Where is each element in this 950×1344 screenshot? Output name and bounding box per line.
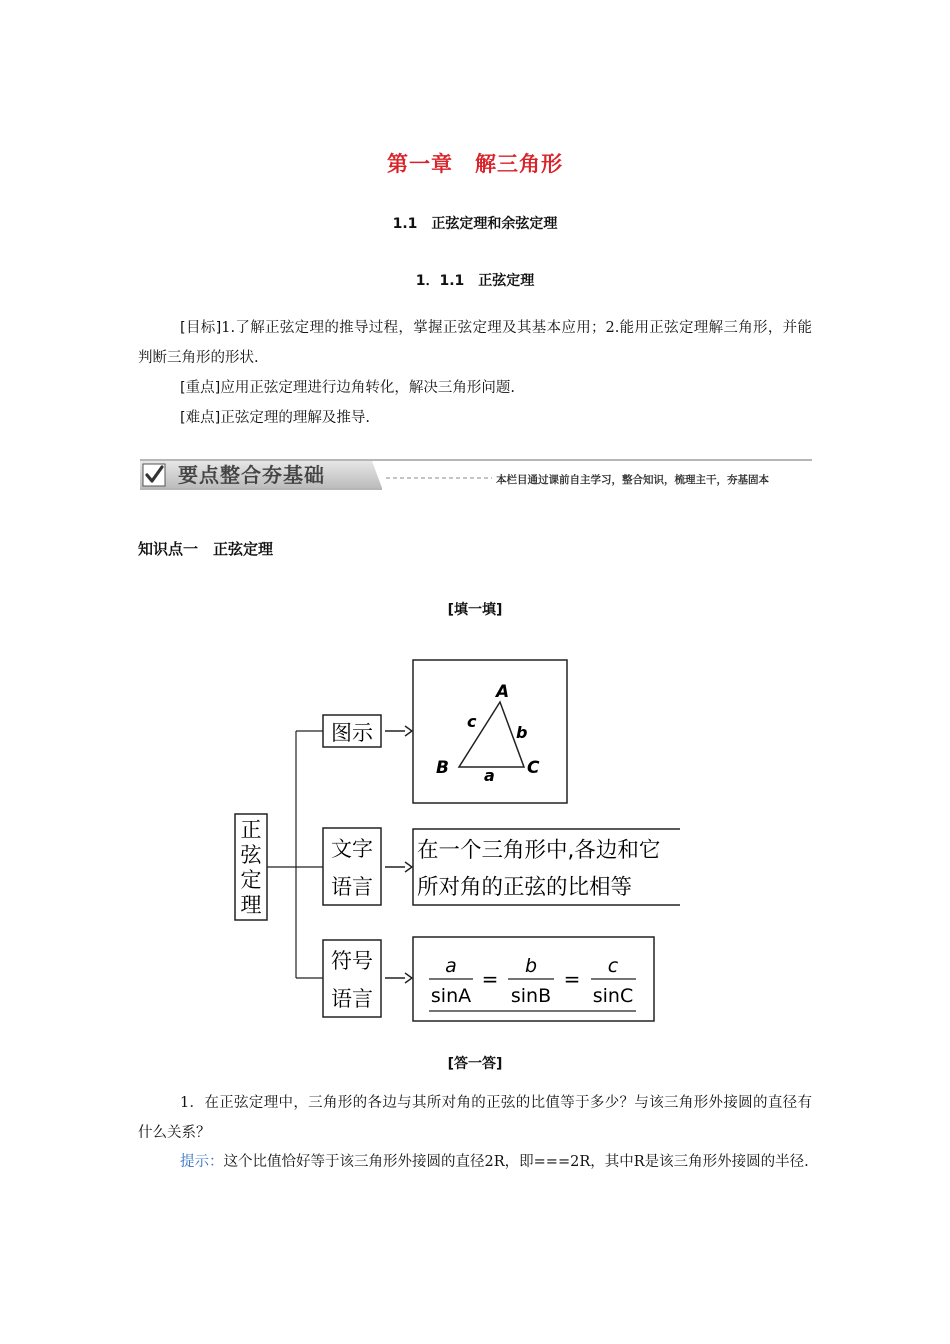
section-banner	[140, 458, 812, 490]
knowledge-point-title: 知识点一 正弦定理	[138, 540, 274, 558]
sine-law-diagram	[220, 652, 680, 1030]
arrow-icon	[405, 862, 412, 872]
text-language-content-line-2: 所对角的正弦的比相等	[417, 875, 633, 900]
formula-equals-1: =	[481, 967, 499, 991]
formula-denominator-c: sinC	[592, 985, 634, 1007]
key-tag: [重点]	[180, 380, 221, 396]
text-language-label-line-2: 语言	[331, 875, 373, 899]
hint-tag: 提示：	[180, 1154, 224, 1170]
chapter-title: 第一章 解三角形	[387, 152, 563, 176]
root-char-1: 正	[240, 818, 262, 842]
difficulty-paragraph	[138, 403, 812, 433]
difficulty-text: 正弦定理的理解及推导.	[220, 410, 370, 426]
formula-numerator-c: c	[607, 955, 619, 977]
formula-numerator-a: a	[445, 955, 457, 977]
arrow-icon	[405, 726, 412, 736]
root-char-3: 定	[240, 868, 262, 892]
goal-paragraph	[138, 313, 812, 373]
side-b: b	[516, 723, 528, 742]
symbol-language-label-line-2: 语言	[331, 987, 373, 1011]
answer-label: [答一答]	[447, 1056, 503, 1072]
side-a: a	[484, 766, 495, 785]
root-char-2: 弦	[240, 843, 262, 867]
key-paragraph	[138, 373, 812, 403]
goal-text: 1.了解正弦定理的推导过程，掌握正弦定理及其基本应用；2.能用正弦定理解三角形，并能判断三角形的形状.	[138, 320, 812, 366]
fill-label: [填一填]	[447, 602, 503, 618]
banner-title: 要点整合夯基础	[178, 463, 325, 487]
root-char-4: 理	[240, 893, 262, 917]
banner-note: 本栏目通过课前自主学习，整合知识，梳理主干，夯基固本	[496, 474, 769, 486]
question-1: 1．在正弦定理中，三角形的各边与其所对角的正弦的比值等于多少？与该三角形外接圆的直径有什么关系？	[138, 1095, 812, 1141]
symbol-language-label-line-1: 符号	[331, 949, 373, 973]
vertex-b: B	[436, 758, 449, 778]
formula-denominator-b: sinB	[510, 985, 552, 1007]
subsection-title: 1．1.1 正弦定理	[415, 273, 535, 289]
vertex-a: A	[496, 682, 510, 702]
section-title: 1.1 正弦定理和余弦定理	[392, 216, 558, 232]
diagram-label: 图示	[331, 721, 373, 745]
formula-denominator-a: sinA	[430, 985, 472, 1007]
key-text: 应用正弦定理进行边角转化，解决三角形问题.	[220, 380, 515, 396]
side-c: c	[467, 712, 477, 731]
objectives-block	[138, 313, 812, 433]
text-language-label-line-1: 文字	[331, 837, 373, 861]
difficulty-tag: [难点]	[180, 410, 221, 426]
arrow-icon	[405, 973, 412, 983]
hint-paragraph	[138, 1147, 812, 1177]
formula-numerator-b: b	[524, 955, 538, 977]
text-language-content-line-1: 在一个三角形中,各边和它	[417, 838, 661, 863]
vertex-c: C	[527, 758, 540, 778]
formula-equals-2: =	[563, 967, 581, 991]
hint-text: 这个比值恰好等于该三角形外接圆的直径2R，即===2R，其中R是该三角形外接圆的半径.	[223, 1154, 809, 1170]
goal-tag: [目标]	[180, 320, 222, 336]
